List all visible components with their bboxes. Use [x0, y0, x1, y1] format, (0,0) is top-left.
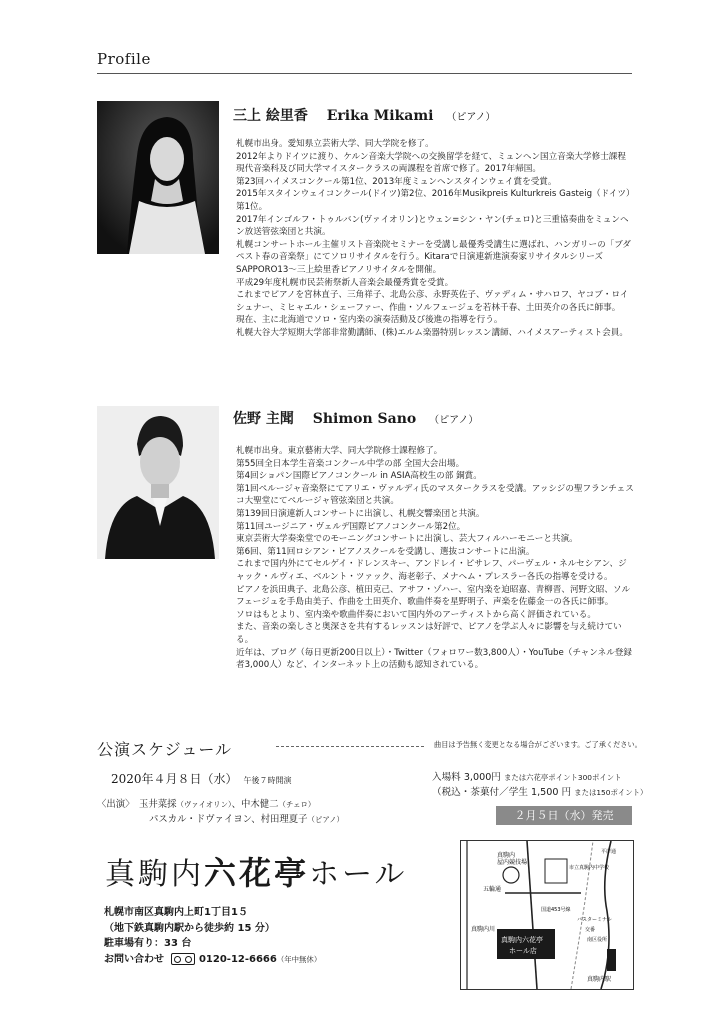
schedule-note: 曲目は予告無く変更となる場合がございます。ご了承ください。: [434, 740, 642, 749]
bio-line: ピアノを浜田典子、北島公彦、植田克己、アサフ・ゾハー、室内楽を迫昭嘉、青柳晋、河野文昭、ソルフェージュを手島由美子、作曲を土田英介、歌曲伴奏を星野明子、声楽を佐藤金一の各氏に師事。: [236, 584, 631, 608]
map-label-river: 真駒内川: [471, 926, 496, 933]
photo-shimon-sano: [97, 406, 219, 559]
freedial-icon: [171, 953, 195, 965]
artist-1-name-en: Erika Mikami: [326, 108, 434, 124]
bio-line: これまで国内外にてセルゲイ・ドレンスキー、アンドレイ・ピサレフ、パーヴェル・ネルセシアン、ジャック・ルヴィエ、ベルント・ツァック、海老彰子、メナヘム・プレスラー各氏の指導を受ける。: [236, 559, 627, 582]
artist-1-name: [233, 105, 496, 125]
bio-line: 近年は、ブログ（毎日更新200日以上）・Twitter（フォロワー数3,800人）・YouTube（チャンネル登録者3,000人）など、インターネット上の活動も認知されている。: [236, 647, 632, 671]
bio-line: 札幌市出身。愛知県立芸術大学、同大学院を修了。: [236, 139, 434, 149]
map-label-school: 市立真駒内中学校: [569, 865, 610, 871]
bio-line: 第23回ハイメスコンクール第1位、2013年度ミュンヘンスタインウェイ賞を受賞。: [236, 176, 557, 187]
bio-line: 札幌市出身。東京藝術大学、同大学院修士課程修了。: [236, 446, 443, 456]
artist-2-name-ja: 佐野 主聞: [233, 411, 294, 427]
bio-line: また、音楽の楽しさと奥深さを共有するレッスンは好評で、ピアノを学ぶ人々に影響を与え続けている。: [236, 622, 622, 645]
hall-parking: 駐車場有り：33 台: [104, 938, 192, 950]
concert-date: [111, 770, 292, 787]
bio-line: 2015年スタインウェイコンクール(ドイツ)第2位、2016年Musikpreis Kulturkreis Gasteig（ドイツ）第1位。: [236, 189, 631, 212]
date-text: 2020年４月８日（水）: [111, 772, 238, 786]
map-label-hall: 真駒内六花亭: [501, 936, 543, 944]
bio-line: 札幌コンサートホール主催リスト音楽院セミナーを受講し最優秀受講生に選ばれ、ハンガリーの「ブダペスト春の音楽祭」にてソロリサイタルを行う。Kitaraで日演連新進演奏家リサイタルシリーズSAPPORO13〜三上絵里香ピアノリサイタルを開催。: [236, 239, 631, 275]
schedule-divider: [276, 746, 424, 747]
bio-line: 東京芸術大学奏楽堂でのモーニングコンサートに出演し、芸大フィルハーモニーと共演。: [236, 534, 578, 545]
performer-cello-inst: （チェロ）: [278, 800, 316, 809]
map-label-station: 真駒内駅: [587, 976, 612, 983]
bio-line: 平成29年度札幌市民芸術祭新人音楽会最優秀賞を受賞。: [236, 277, 454, 288]
map-label-heiwa: 平岸通: [601, 849, 617, 855]
access-map-graphic: [461, 841, 633, 989]
ticket-price-points: または六花亭ポイント300ポイント: [503, 773, 622, 782]
contact-tel-note: （年中無休）: [276, 954, 322, 964]
map-label-gojo: 五輪通: [483, 886, 502, 893]
hall-logo-makomanai: 真駒内: [105, 857, 204, 892]
performer-cello: 、中木健二: [231, 799, 279, 810]
contact-label: お問い合わせ: [104, 953, 164, 965]
contact-tel[interactable]: 0120-12-6666: [198, 953, 277, 965]
bio-line: 第1回ペルージャ音楽祭にてアリエ・ヴァルディ氏のマスタークラスを受講。アッシジの聖フランチェスコ大聖堂にてペルージャ管弦楽団と共演。: [236, 483, 634, 507]
access-map: [460, 840, 634, 990]
schedule-title: 公演スケジュール: [97, 740, 233, 759]
artist-1-instrument: （ピアノ）: [446, 112, 496, 123]
hall-logo-hall: ホール: [309, 857, 408, 892]
ticket-price-main: 入場料 3,000円: [432, 772, 501, 783]
performer-piano-inst: （ピアノ）: [307, 815, 344, 824]
performer-piano: パスカル・ドヴァイヨン、村田理夏子: [149, 814, 308, 825]
bio-line: 第11回ユージニア・ヴェルデ国際ピアノコンクール第2位。: [236, 521, 466, 532]
bio-line: 第55回全日本学生音楽コンクール中学の部 全国大会出場。: [236, 458, 465, 469]
artist-1-name-ja: 三上 絵里香: [233, 108, 308, 124]
hall-info: [104, 905, 321, 967]
start-time: 午後７時開演: [243, 776, 292, 785]
profile-heading: Profile: [97, 50, 151, 68]
bio-line: 第6回、第11回ロシアン・ピアノスクールを受講し、選抜コンサートに出演。: [236, 546, 535, 557]
ticket-student-main: （税込・茶菓付／学生 1,500 円: [432, 787, 572, 798]
artist-2-instrument: （ピアノ）: [429, 415, 479, 426]
hall-address: 札幌市南区真駒内上町1丁目1５: [104, 907, 248, 918]
bio-line: 現在、主に北海道でソロ・室内楽の演奏活動及び後進の指導を行う。: [236, 315, 503, 326]
hall-logo-rokkatei: 六花亭: [204, 854, 310, 892]
performers: [97, 797, 344, 827]
artist-1-bio: [236, 138, 634, 340]
profile-divider: [97, 73, 632, 74]
performer-violin-inst: （ヴァイオリン）: [176, 800, 232, 809]
map-label-hall2: ホール店: [509, 947, 537, 955]
hall-contact: [104, 952, 321, 968]
ticket-price: [432, 770, 647, 800]
map-label-museum: 真駒内: [497, 852, 516, 859]
map-label-nanko: 南区役所: [587, 937, 608, 943]
bio-line: 2012年よりドイツに渡り、ケルン音楽大学院への交換留学を経て、ミュンヘン国立音楽大学修士課程現代音楽科及び同大学マイスタークラスの両課程を首席で修了。2017年帰国。: [236, 151, 626, 175]
ticket-student-points: または150ポイント）: [574, 788, 648, 797]
map-label-bus: バスターミナル: [577, 917, 612, 923]
bio-line: 第4回ショパン国際ピアノコンクール in ASIA高校生の部 銅賞。: [236, 471, 482, 482]
bio-line: これまでピアノを宮林直子、三角祥子、北島公彦、永野英佐子、ヴァディム・サハロフ、ヤコブ・ロイシュナー、ミヒャエル・シェーファー、作曲・ソルフェージュを若林千春、土田英介の各氏に師事。: [236, 290, 629, 313]
hall-access: （地下鉄真駒内駅から徒歩約 15 分）: [104, 922, 275, 934]
photo-erika-mikami: [97, 101, 219, 254]
bio-line: ソロはもとより、室内楽や歌曲伴奏において国内外のアーティストから高く評価されている。: [236, 609, 596, 620]
map-label-route: 国道453号線: [541, 907, 571, 913]
performer-violin: 玉井菜採: [139, 799, 177, 810]
map-label-police: 交番: [585, 927, 596, 933]
artist-2-bio: [236, 445, 634, 672]
hall-logo: [105, 848, 407, 894]
bio-line: 2017年インゴルフ・トゥルバン(ヴァイオリン)とウェン=シン・ヤン(チェロ)と三重協奏曲をミュンヘン放送管弦楽団と共演。: [236, 214, 629, 238]
artist-2-name: [233, 408, 478, 428]
artist-2-name-en: Shimon Sano: [312, 411, 417, 427]
bio-line: 札幌大谷大学短期大学部非常勤講師、(株)エルム楽器特別レッスン講師、ハイメスアーティスト会員。: [236, 327, 628, 338]
map-label-museum2: 屋内競技場: [497, 859, 528, 866]
performers-label: 〈出演〉: [97, 799, 135, 810]
bio-line: 第139回日演連新人コンサートに出演し、札幌交響楽団と共演。: [236, 508, 485, 519]
sale-date-badge: ２月５日（水）発売: [496, 806, 632, 825]
